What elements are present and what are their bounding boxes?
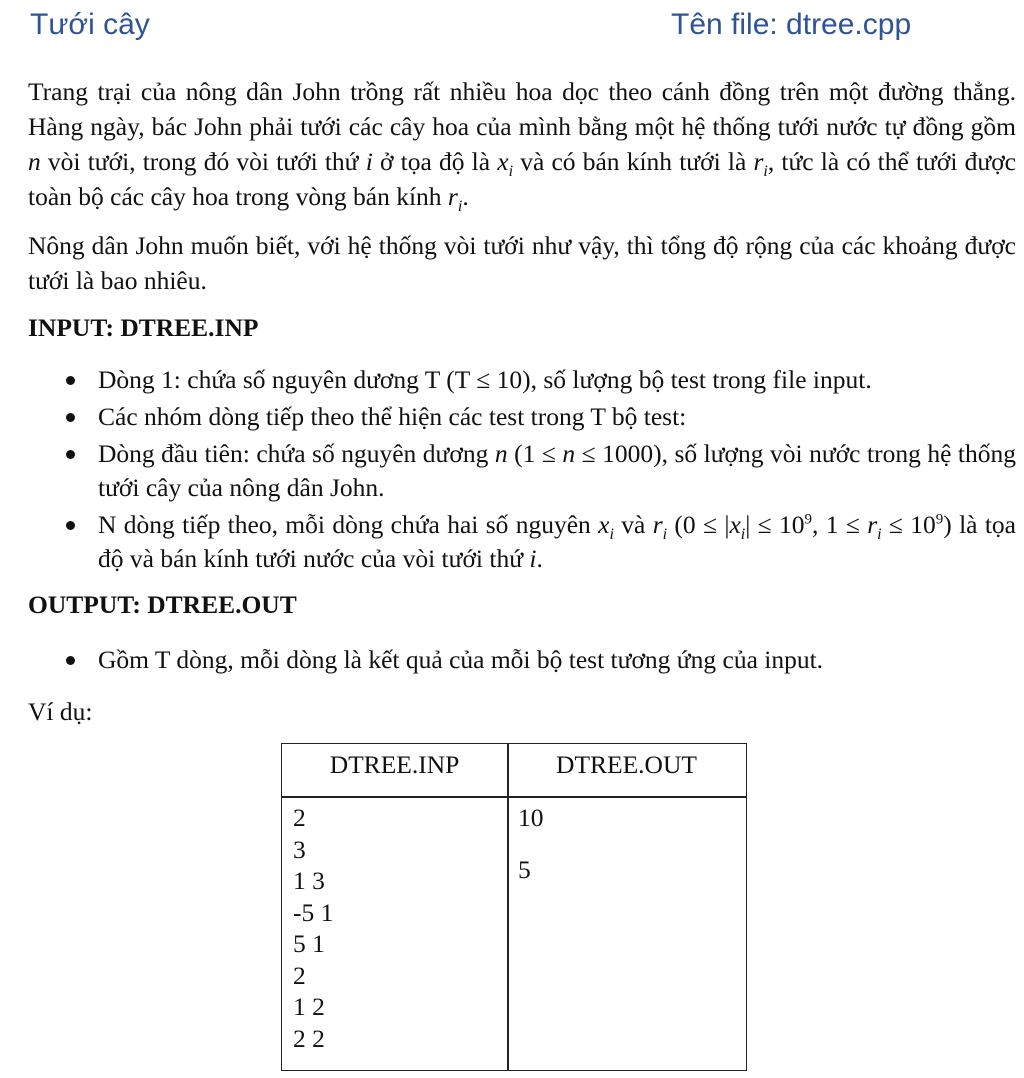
file-name-label: Tên file: dtree.cpp [671, 8, 912, 41]
output-bullet-list [66, 643, 1016, 680]
input-line: -5 1 [293, 897, 334, 927]
list-item: Gồm T dòng, mỗi dòng là kết quả của mỗi bộ test tương ứng của input. [66, 643, 1016, 677]
bullet-icon [66, 413, 75, 422]
input-column-header: DTREE.INP [329, 750, 460, 779]
output-line: 5 [518, 854, 531, 884]
output-line: 10 [518, 803, 544, 832]
input-line: 2 2 [293, 1023, 325, 1053]
output-heading: OUTPUT: DTREE.OUT [28, 590, 297, 619]
input-line: 1 3 [293, 866, 325, 895]
table-divider [282, 796, 746, 798]
list-item: Dòng 1: chứa số nguyên dương T (T ≤ 10), số lượng bộ test trong file input. [66, 363, 1016, 397]
question-paragraph: Nông dân John muốn biết, với hệ thống vòi tưới như vậy, thì tổng độ rộng của các khoảng được tưới là bao nhiêu. [28, 231, 1016, 295]
document-header [30, 8, 990, 52]
bullet-icon [66, 521, 75, 530]
list-item: Các nhóm dòng tiếp theo thể hiện các test trong T bộ test: [66, 400, 1016, 434]
list-item: Dòng đầu tiên: chứa số nguyên dương n (1 ≤ n ≤ 1000), số lượng vòi nước trong hệ thống tưới cây của nông dân John. [66, 437, 1016, 505]
input-bullet-list [66, 363, 1016, 579]
input-line: 1 2 [293, 992, 325, 1021]
bullet-icon [66, 376, 75, 385]
example-input-cell [293, 802, 333, 1054]
input-line: 5 1 [293, 929, 325, 958]
input-line: 3 [293, 834, 306, 864]
example-table [281, 743, 747, 1071]
bullet-icon [66, 450, 75, 459]
output-column-header: DTREE.OUT [556, 750, 697, 779]
problem-statement-paragraph: Trang trại của nông dân John trồng rất nhiều hoa dọc theo cánh đồng trên một đường thẳng. Hàng ngày, bác John phải tưới các cây hoa của mình bằng một hệ thống tưới nước tự đồng gồm n vòi tưới, trong đó vòi tưới thứ i ở tọa độ là $x_i$ và có bán kính tưới là $r_i$, tức là có thể tưới được toàn bộ các cây hoa trong vòng bán kính $r_i$. [28, 77, 1017, 216]
table-divider [507, 744, 509, 1070]
list-item: N dòng tiếp theo, mỗi dòng chứa hai số nguyên $x_i$ và $r_i$ ($0 \le |x_i| \le 10^9$, $1 \le r_i \le 10^9$) là tọa độ và bán kính tưới nước của vòi tưới thứ i. [66, 508, 1016, 576]
input-line: 2 [293, 960, 306, 990]
example-output-cell [518, 802, 544, 885]
problem-title: Tưới cây [30, 8, 150, 41]
bullet-icon [66, 656, 75, 665]
input-line: 2 [293, 803, 306, 832]
example-label: Ví dụ: [28, 697, 93, 726]
input-heading: INPUT: DTREE.INP [28, 313, 259, 342]
